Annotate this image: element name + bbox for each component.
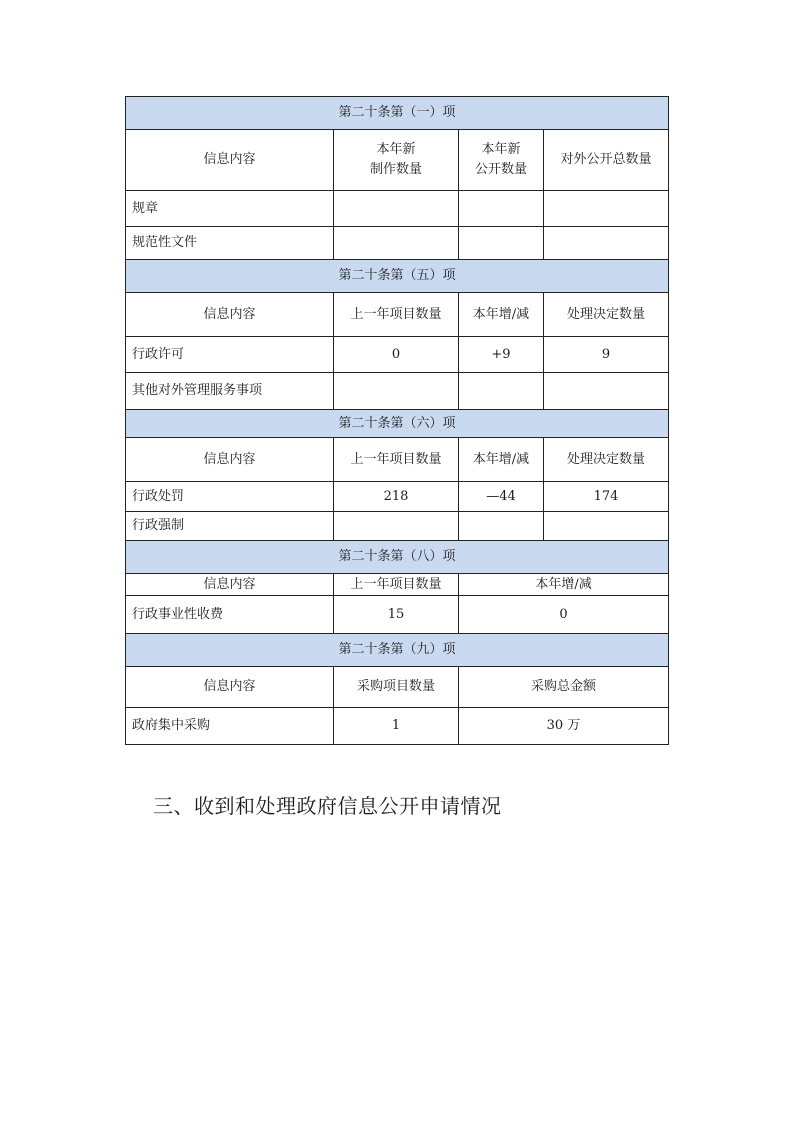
cell-value: 218 [334,482,459,512]
column-header: 本年增/减 [459,574,669,596]
column-header-row [126,293,669,337]
column-header: 本年增/减 [459,293,544,337]
column-header: 本年新 制作数量 [334,130,459,191]
column-header: 采购总金额 [459,667,669,708]
row-label: 行政事业性收费 [126,596,334,634]
cell-value: 30 万 [459,708,669,745]
table-row [126,708,669,745]
column-header: 信息内容 [126,574,334,596]
row-label: 行政许可 [126,337,334,373]
column-header: 对外公开总数量 [544,130,669,191]
table-row [126,596,669,634]
section-header-row [126,410,669,438]
cell-value [459,373,544,410]
table-row [126,373,669,410]
info-disclosure-table [125,96,669,745]
table-row [126,191,669,227]
cell-value [459,512,544,541]
cell-value: 174 [544,482,669,512]
cell-value [459,227,544,260]
column-header: 上一年项目数量 [334,293,459,337]
cell-value: 0 [459,596,669,634]
cell-value: 1 [334,708,459,745]
column-header-row [126,438,669,482]
row-label: 政府集中采购 [126,708,334,745]
cell-value [544,191,669,227]
table-row [126,482,669,512]
section-title-8: 第二十条第（八）项 [126,541,669,574]
section-title-1: 第二十条第（一）项 [126,97,669,130]
column-header: 信息内容 [126,130,334,191]
table-row [126,512,669,541]
cell-value [334,373,459,410]
row-label: 行政处罚 [126,482,334,512]
section-title-6: 第二十条第（六）项 [126,410,669,438]
section-header-row [126,97,669,130]
column-header: 信息内容 [126,293,334,337]
row-label: 规范性文件 [126,227,334,260]
table-row [126,337,669,373]
cell-value [334,191,459,227]
section-header-row [126,260,669,293]
column-header: 本年新 公开数量 [459,130,544,191]
section-header-row [126,634,669,667]
row-label: 其他对外管理服务事项 [126,373,334,410]
column-header: 信息内容 [126,667,334,708]
row-label: 规章 [126,191,334,227]
column-header: 处理决定数量 [544,438,669,482]
column-header: 上一年项目数量 [334,438,459,482]
cell-value: —44 [459,482,544,512]
row-label: 行政强制 [126,512,334,541]
column-header-row [126,667,669,708]
cell-value: 0 [334,337,459,373]
column-header: 本年增/减 [459,438,544,482]
cell-value: 9 [544,337,669,373]
cell-value [459,191,544,227]
cell-value [334,227,459,260]
column-header: 处理决定数量 [544,293,669,337]
cell-value: 15 [334,596,459,634]
section-heading: 三、收到和处理政府信息公开申请情况 [153,794,502,818]
column-header: 信息内容 [126,438,334,482]
column-header: 上一年项目数量 [334,574,459,596]
cell-value: +9 [459,337,544,373]
cell-value [544,227,669,260]
table-row [126,227,669,260]
cell-value [544,512,669,541]
column-header-row [126,130,669,191]
column-header-row [126,574,669,596]
section-title-5: 第二十条第（五）项 [126,260,669,293]
cell-value [544,373,669,410]
section-title-9: 第二十条第（九）项 [126,634,669,667]
section-header-row [126,541,669,574]
column-header: 采购项目数量 [334,667,459,708]
cell-value [334,512,459,541]
